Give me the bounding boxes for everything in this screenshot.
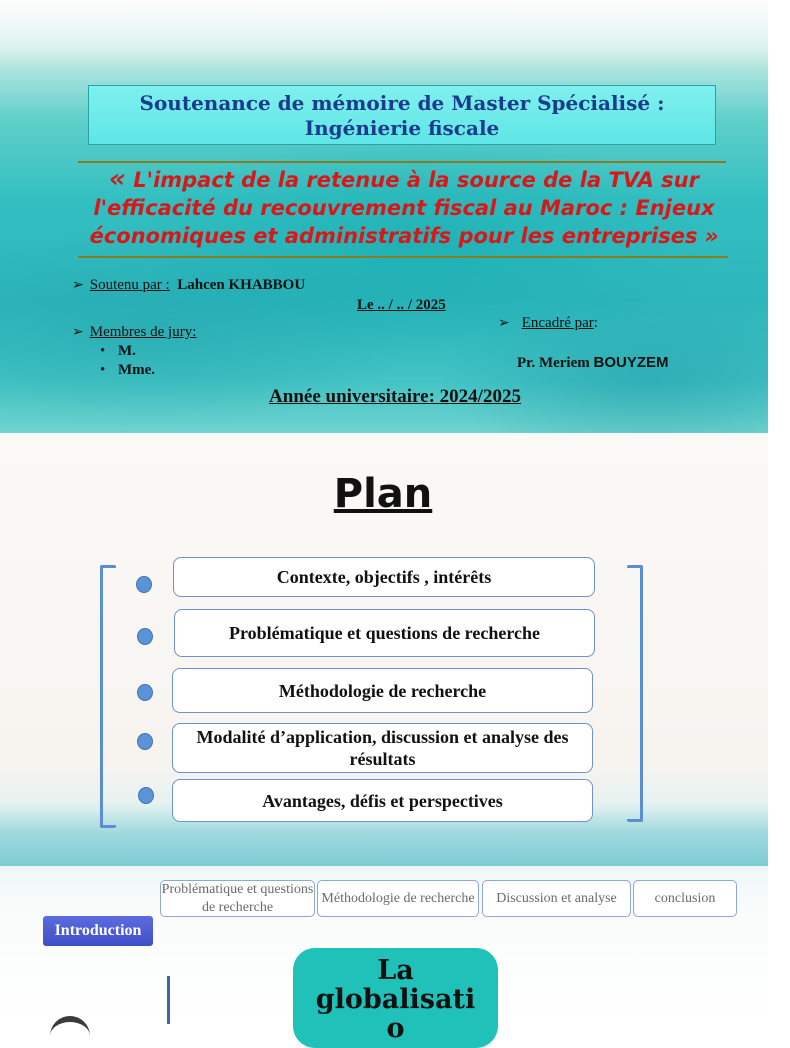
soutenu-name: Lahcen KHABBOU [177,277,306,293]
card-line-2: globalisati [315,984,476,1015]
date-line: Le .. / .. / 2025 [357,297,446,313]
bullet-icon: • [100,343,106,359]
memoire-subject [80,165,728,250]
jury-member: • Mme. [100,362,156,378]
tab-introduction[interactable]: Introduction [43,916,153,946]
tab-problematique[interactable]: Problématique et questions de recherche [160,880,315,917]
soutenu-line [72,277,305,294]
jury-member: • M. [100,343,136,359]
subject-text: L'impact de la retenue à la source de la TVA sur l'efficacité du recouvrement fiscal au Maroc : Enjeux économiques et administratifs pour les entreprises » [89,168,719,248]
title-slide [0,0,768,433]
jury-line [72,324,196,341]
vertical-divider [167,976,170,1024]
arrow-bullet-icon: ➢ [72,277,84,293]
card-line-1: La [377,955,414,986]
bottom-divider [78,256,728,258]
plan-item-avantages[interactable]: Avantages, défis et perspectives [172,779,593,822]
plan-item-contexte[interactable]: Contexte, objectifs , intérêts [173,557,595,597]
title-line-1: Soutenance de mémoire de Master Spécialisé : [139,91,665,115]
top-divider [78,161,726,163]
plan-item-methodologie[interactable]: Méthodologie de recherche [172,668,593,713]
plan-title: Plan [333,471,433,517]
encadre-label: Encadré par [521,315,594,331]
soutenu-label: Soutenu par : [89,277,170,293]
right-bracket [627,565,643,822]
plan-slide [0,433,768,866]
encadre-line: ➢ Encadré par: [498,315,598,331]
globalisation-card [293,948,498,1048]
bullet-dot-icon [137,684,153,701]
introduction-slide [0,866,768,1044]
bullet-icon: • [100,362,106,378]
title-box [88,85,716,145]
subject-open-quote: « [109,164,126,194]
encadrant-name: BOUYZEM [593,354,669,371]
tab-methodologie[interactable]: Méthodologie de recherche [317,880,479,917]
encadrant-line [517,354,669,372]
arrow-bullet-icon: ➢ [498,315,510,331]
plan-item-problematique[interactable]: Problématique et questions de recherche [174,609,595,657]
encadrant-prefix: Pr. Meriem [517,355,594,371]
academic-year: Année universitaire: 2024/2025 [269,386,521,407]
title-line-2: Ingénierie fiscale [304,116,500,140]
plan-item-modalite[interactable]: Modalité d’application, discussion et analyse des résultats [172,723,593,773]
card-line-3: o [386,1013,405,1044]
bullet-dot-icon [138,787,154,804]
tab-conclusion[interactable]: conclusion [633,880,737,917]
bullet-dot-icon [137,628,153,645]
tab-discussion[interactable]: Discussion et analyse [482,880,631,917]
arrow-bullet-icon: ➢ [72,324,84,340]
jury-list [100,343,155,381]
left-bracket [100,565,116,828]
bullet-dot-icon [137,733,153,750]
bullet-dot-icon [136,576,152,593]
partial-arc-shape [50,1016,90,1036]
jury-label: Membres de jury: [89,324,197,340]
